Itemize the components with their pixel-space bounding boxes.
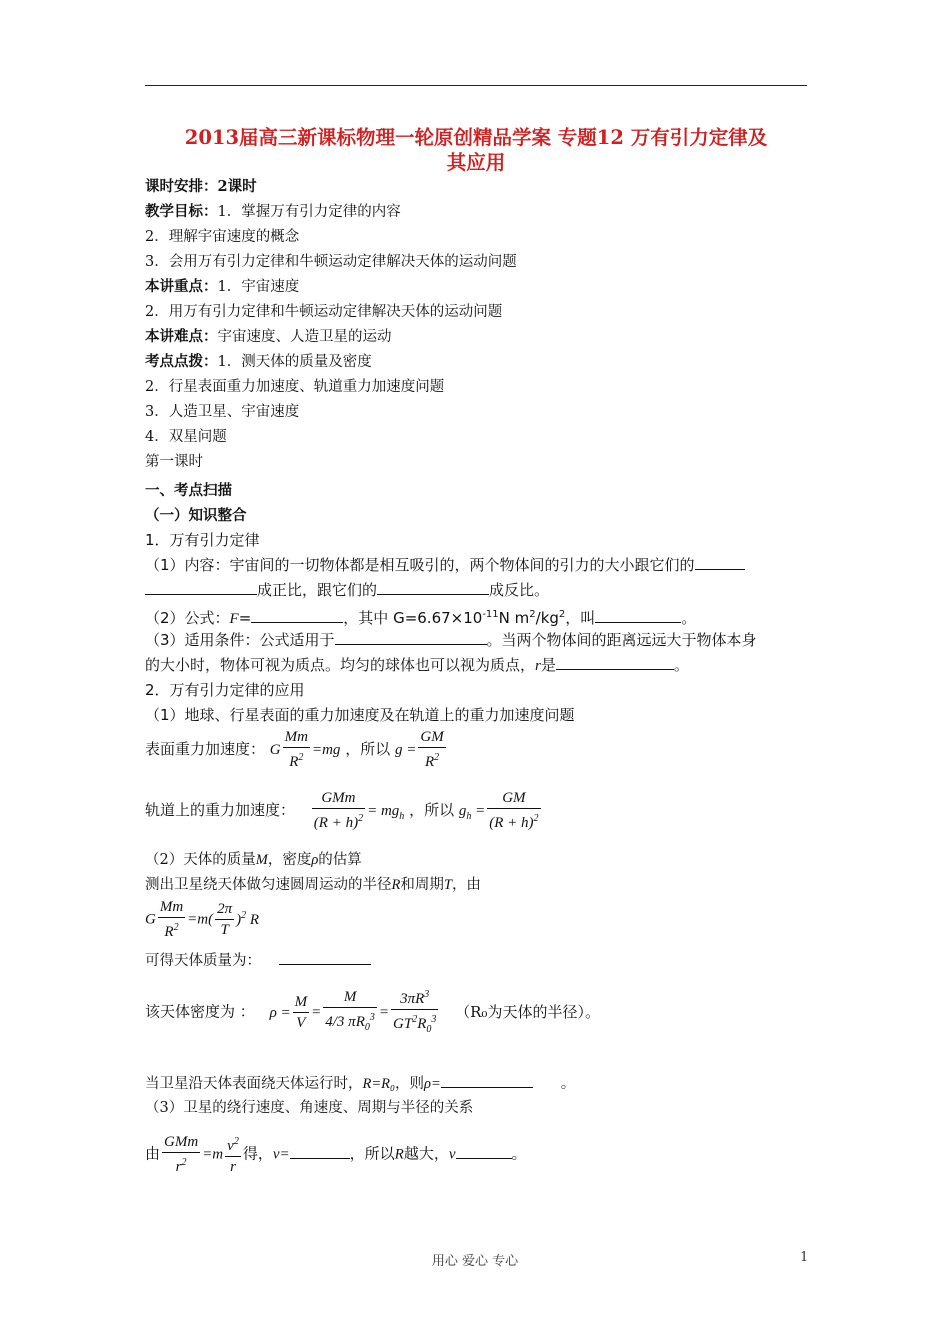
- mass-symbol-m: M: [255, 852, 268, 868]
- fraction-gmm-rh2: $\frac{\text{GMm}}{(R + h)^2}$: [313, 790, 364, 831]
- apply-end: 。: [673, 656, 689, 674]
- fraction-v2-r: $\frac{v^2}{r}$: [225, 1132, 241, 1177]
- section-heading: 一、考点扫描: [145, 482, 232, 499]
- law-heading: 1．万有引力定律: [145, 531, 260, 549]
- mass-heading: [145, 850, 362, 870]
- apply-is: 是: [540, 656, 556, 674]
- density-row: 该天体密度为 ： ρ = $\frac{M}{V}$ = $\frac{M}{4/3 \pi R_0^3}$ = $\frac{3\pi R^3}{GT^2R_0^3}$ （R₀为天体的半径）。: [145, 985, 600, 1040]
- blank-surface-density[interactable]: [441, 1073, 533, 1088]
- formula-f: F: [229, 611, 239, 627]
- blank-formula[interactable]: [251, 608, 343, 623]
- surface-orbit-line: [145, 1073, 575, 1094]
- surface-label: 表面重力加速度：: [145, 740, 266, 758]
- surface-gravity-row: [145, 727, 448, 772]
- title-line-2: 其应用: [446, 151, 506, 174]
- sat-v-eq: v=: [272, 1146, 290, 1163]
- measure-r: R: [391, 877, 401, 893]
- law-content-line-2: [145, 580, 549, 600]
- formula-unit-kg: /kg: [535, 609, 559, 627]
- formula-end: 。: [681, 609, 697, 627]
- header-rule: [145, 85, 807, 86]
- mass-end: 的估算: [318, 852, 362, 868]
- app-item-1: （1）地球、行星表面的重力加速度及在轨道上的重力加速度问题: [145, 706, 575, 724]
- sat-end: 。: [511, 1144, 527, 1163]
- focus-1: 1．宇宙速度: [217, 279, 300, 295]
- surface-orbit-r: R=R₀: [362, 1076, 396, 1092]
- blank-proportional-1-cont[interactable]: [145, 580, 257, 595]
- apply-text-2: 的大小时，物体可视为质点。均匀的球体也可以视为质点，: [145, 656, 536, 674]
- law-content-line-1: [145, 555, 745, 575]
- sat-larger: 越大，: [403, 1144, 449, 1163]
- sat-r: R: [394, 1146, 404, 1163]
- footer-text: 用心 爱心 专心: [431, 1254, 519, 1269]
- surface-orbit-end: 。: [560, 1076, 576, 1092]
- eq-g-symbol: G: [269, 742, 281, 758]
- goals-label: 教学目标：: [145, 203, 218, 220]
- apply-text: 。当两个物体间的距离远远大于物体本身: [486, 631, 757, 649]
- schedule-line: [145, 177, 257, 197]
- surface-orbit-rho: ρ=: [424, 1076, 441, 1092]
- kepler-equation: G $\frac{Mm}{R^2}$ =m( $\frac{2\pi}{T}$ )$^2$ R: [145, 899, 260, 940]
- formula-eq: =: [238, 609, 252, 627]
- formula-unit-sq: 2: [529, 609, 536, 620]
- mass-mid: ，密度: [267, 852, 312, 868]
- goal-2: 2．理解宇宙速度的概念: [145, 229, 300, 245]
- goal-3: 3．会用万有引力定律和牛顿运动定律解决天体的运动问题: [145, 254, 517, 270]
- document-title: [145, 125, 807, 175]
- sat-v: v: [448, 1146, 456, 1163]
- measure-by: ，由: [451, 877, 481, 893]
- mass-result-line: [145, 950, 371, 971]
- mass-symbol-rho: ρ: [311, 852, 319, 868]
- tip-4: 4．双星问题: [145, 429, 227, 445]
- schedule-label: 课时安排：: [145, 178, 218, 195]
- fraction-2pi-t: $\frac{2\pi}{T}$: [217, 901, 233, 938]
- measure-line: [145, 875, 481, 895]
- eq-equals-mg: =mg: [311, 742, 341, 758]
- orbit-label: 轨道上的重力加速度：: [145, 801, 296, 819]
- blank-applicable[interactable]: [335, 630, 487, 645]
- eq-gh: $g_h$ =: [458, 803, 486, 822]
- blank-mass[interactable]: [279, 950, 371, 965]
- eq-mgh: = $mg_h$: [367, 803, 405, 822]
- satellite-heading: （3）卫星的绕行速度、角速度、周期与半径的关系: [145, 1100, 474, 1116]
- blank-inverse-proportional[interactable]: [377, 580, 489, 595]
- formula-g-value: ，其中 G=6.67×10: [343, 609, 483, 627]
- blank-proportional-1[interactable]: [695, 555, 745, 570]
- apply-line-1: [145, 630, 757, 650]
- focus-line: [145, 277, 299, 297]
- orbit-gravity-row: [145, 788, 543, 833]
- surface-so: ，所以: [345, 740, 391, 758]
- fraction-gm-rh2: $\frac{GM}{(R + h)^2}$: [489, 790, 539, 831]
- formula-label: （2）公式：: [145, 609, 230, 627]
- focus-2: 2．用万有引力定律和牛顿运动定律解决天体的运动问题: [145, 304, 503, 320]
- surface-orbit-text: 当卫星沿天体表面绕天体运行时，: [145, 1076, 363, 1092]
- fraction-mm-r2: $\frac{Mm}{R^2}$: [284, 729, 308, 770]
- blank-constant-name[interactable]: [595, 608, 681, 623]
- density-label: 该天体密度为 ：: [145, 1002, 255, 1021]
- formula-unit-kg-sq: 2: [558, 609, 566, 620]
- difficulty-line: [145, 327, 392, 347]
- tips-label: 考点点拨：: [145, 353, 218, 370]
- sat-so: ，所以: [349, 1144, 395, 1163]
- law-content-text: （1）内容：宇宙间的一切物体都是相互吸引的，两个物体间的引力的大小跟它们的: [145, 556, 695, 574]
- eq-g-result: g =: [395, 742, 417, 758]
- tip-3: 3．人造卫星、宇宙速度: [145, 404, 300, 420]
- apply-label: （3）适用条件：公式适用于: [145, 631, 335, 649]
- title-line-1: 2013届高三新课标物理一轮原创精品学案 专题12 万有引力定律及: [184, 126, 768, 149]
- law-content-end: 成反比。: [489, 581, 550, 599]
- lesson-1-label: 第一课时: [145, 454, 203, 470]
- surface-orbit-then: ，则: [395, 1076, 425, 1092]
- density-note: （R₀为天体的半径）。: [455, 1002, 600, 1021]
- orbit-so: ，所以: [409, 801, 455, 819]
- app-heading: 2．万有引力定律的应用: [145, 681, 305, 699]
- formula-unit-nm: N m: [498, 609, 530, 627]
- apply-r: r: [535, 658, 541, 674]
- sat-by: 由: [145, 1144, 161, 1163]
- blank-velocity-trend[interactable]: [456, 1144, 512, 1159]
- page-number: 1: [800, 1250, 809, 1265]
- tips-line: [145, 352, 372, 372]
- goals-line: [145, 202, 401, 222]
- fraction-gmm-r2: $\frac{\text{GMm}}{r^2}$: [164, 1134, 199, 1175]
- apply-line-2: [145, 655, 689, 676]
- fraction-m-v: $\frac{M}{V}$: [294, 994, 308, 1031]
- blank-r-meaning[interactable]: [556, 655, 674, 670]
- difficulty-value: 宇宙速度、人造卫星的运动: [217, 329, 392, 345]
- formula-line: [145, 605, 696, 629]
- measure-text: 测出卫星绕天体做匀速圆周运动的半径: [145, 877, 392, 893]
- tip-2: 2．行星表面重力加速度、轨道重力加速度问题: [145, 379, 445, 395]
- schedule-value: 2课时: [217, 178, 257, 195]
- subsection-heading: （一）知识整合: [145, 507, 247, 524]
- formula-called: ，叫: [565, 609, 596, 627]
- fraction-m-volume: $\frac{M}{4/3 \pi R_0^3}$: [325, 989, 375, 1033]
- goal-1: 1．掌握万有引力定律的内容: [217, 204, 401, 220]
- blank-velocity[interactable]: [290, 1144, 350, 1159]
- tip-1: 1．测天体的质量及密度: [217, 354, 372, 370]
- difficulty-label: 本讲难点：: [145, 328, 218, 345]
- sat-get: 得，: [242, 1144, 273, 1163]
- formula-exponent: -11: [482, 609, 499, 620]
- fraction-density-result: $\frac{3\pi R^3}{GT^2R_0^3}$: [391, 985, 438, 1040]
- fraction-mm-r2-b: $\frac{Mm}{R^2}$: [159, 899, 184, 940]
- law-content-mid: 成正比，跟它们的: [257, 581, 378, 599]
- satellite-velocity-row: 由 $\frac{\text{GMm}}{r^2}$ =m $\frac{v^2}{r}$ 得，v= ，所以R越大，v 。: [145, 1134, 527, 1175]
- focus-label: 本讲重点：: [145, 278, 218, 295]
- mass-heading-text: （2）天体的质量: [145, 852, 256, 868]
- measure-and: 和周期: [400, 877, 444, 893]
- measure-t: T: [443, 877, 452, 893]
- mass-result-text: 可得天体质量为：: [145, 953, 261, 969]
- fraction-gm-r2: $\frac{GM}{R^2}$: [420, 729, 444, 770]
